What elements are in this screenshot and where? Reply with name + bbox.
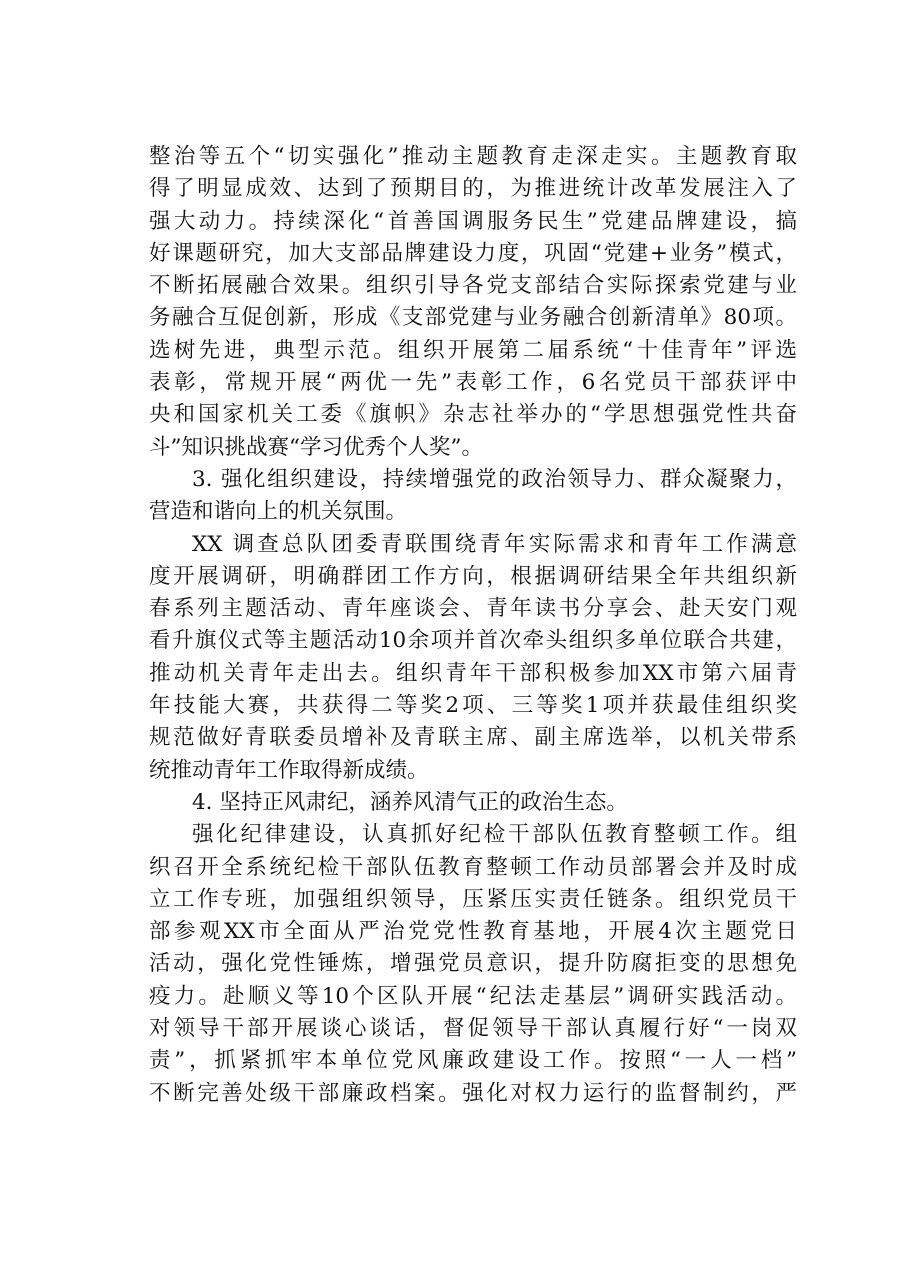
text-line: 营造和谐向上的机关氛围。 <box>149 499 408 525</box>
text-line: 选树先进，典型示范。组织开展第二届系统“十佳青年”评选 <box>149 337 797 363</box>
text-line: 看升旗仪式等主题活动10余项并首次牵头组织多单位联合共建， <box>149 628 797 654</box>
text-line: 好课题研究，加大支部品牌建设力度，巩固“党建+业务”模式， <box>149 240 797 266</box>
text-line: 强化纪律建设，认真抓好纪检干部队伍教育整顿工作。组 <box>192 822 797 848</box>
text-line: 强大动力。持续深化“首善国调服务民生”党建品牌建设，搞 <box>149 208 797 234</box>
text-line: 规范做好青联委员增补及青联主席、副主席选举，以机关带系 <box>149 725 797 751</box>
text-line: 表彰，常规开展“两优一先”表彰工作，6名党员干部获评中 <box>149 370 797 396</box>
text-line: 斗”知识挑战赛“学习优秀个人奖”。 <box>149 434 483 460</box>
text-line: 统推动青年工作取得新成绩。 <box>149 757 429 783</box>
text-line: 央和国家机关工委《旗帜》杂志社举办的“学思想强党性共奋 <box>149 402 797 428</box>
text-line: 春系列主题活动、青年座谈会、青年读书分享会、赴天安门观 <box>149 596 797 622</box>
text-line: 度开展调研，明确群团工作方向，根据调研结果全年共组织新 <box>149 563 797 589</box>
text-line: XX 调查总队团委青联围绕青年实际需求和青年工作满意 <box>192 531 797 557</box>
text-line: 不断完善处级干部廉政档案。强化对权力运行的监督制约，严 <box>149 1080 797 1106</box>
text-line: 推动机关青年走出去。组织青年干部积极参加XX市第六届青 <box>149 660 797 686</box>
text-line: 活动，强化党性锤炼，增强党员意识，提升防腐拒变的思想免 <box>149 951 797 977</box>
text-line: 不断拓展融合效果。组织引导各党支部结合实际探索党建与业 <box>149 273 797 299</box>
text-line: 得了明显成效、达到了预期目的，为推进统计改革发展注入了 <box>149 176 797 202</box>
text-line: 4. 坚持正风肃纪，涵养风清气正的政治生态。 <box>192 789 628 815</box>
text-line: 务融合互促创新，形成《支部党建与业务融合创新清单》80项。 <box>149 305 797 331</box>
text-line: 整治等五个“切实强化”推动主题教育走深走实。主题教育取 <box>149 144 797 169</box>
text-line: 立工作专班，加强组织领导，压紧压实责任链条。组织党员干 <box>149 886 797 912</box>
text-line: 责”，抓紧抓牢本单位党风廉政建设工作。按照“一人一档” <box>149 1048 797 1074</box>
text-line: 对领导干部开展谈心谈话，督促领导干部认真履行好“一岗双 <box>149 1016 797 1042</box>
text-line: 部参观XX市全面从严治党党性教育基地，开展4次主题党日 <box>149 919 797 945</box>
text-line: 疫力。赴顺义等10个区队开展“纪法走基层”调研实践活动。 <box>149 983 797 1009</box>
text-line: 织召开全系统纪检干部队伍教育整顿工作动员部署会并及时成 <box>149 854 797 880</box>
text-line: 3. 强化组织建设，持续增强党的政治领导力、群众凝聚力， <box>192 466 797 492</box>
document-body <box>149 141 797 1110</box>
text-line: 年技能大赛，共获得二等奖2项、三等奖1项并获最佳组织奖 <box>149 693 797 719</box>
